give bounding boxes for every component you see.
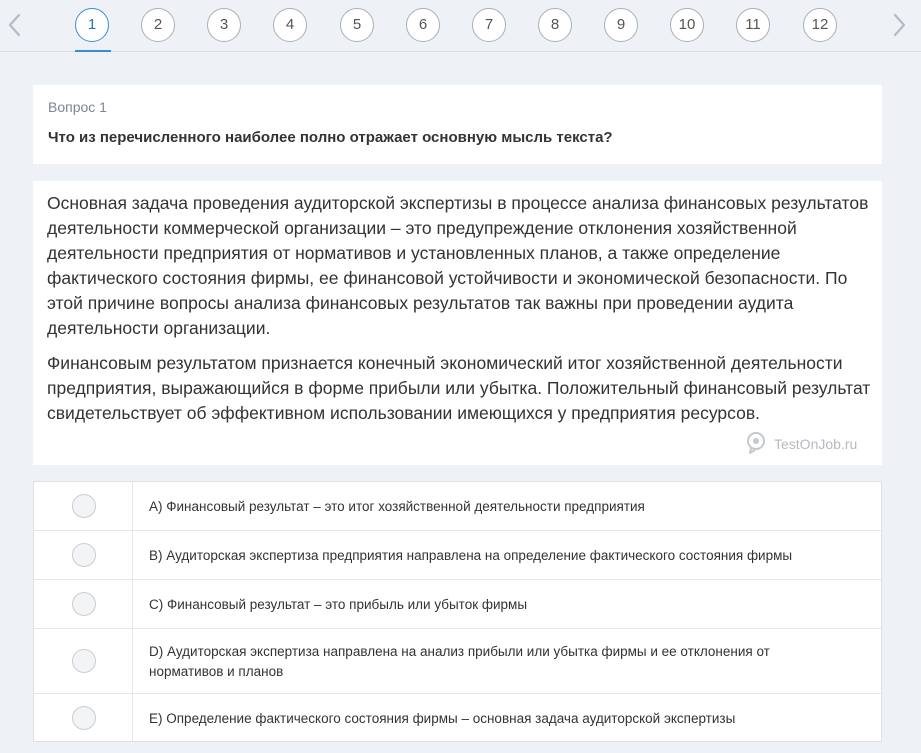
radio-button[interactable] [72, 592, 96, 616]
page-button-10[interactable]: 10 [670, 8, 704, 42]
watermark-text: TestOnJob.ru [774, 436, 858, 452]
page-button-1[interactable]: 1 [75, 8, 109, 42]
radio-cell [34, 694, 133, 741]
answer-text: B) Аудиторская экспертиза предприятия направлена на определение фактического состояния фирмы [149, 548, 793, 563]
question-header-card [33, 85, 882, 164]
active-page-indicator [75, 50, 111, 52]
page-button-11[interactable]: 11 [736, 8, 770, 42]
question-number: Вопрос 1 [48, 99, 107, 115]
page-button-7[interactable]: 7 [472, 8, 506, 42]
page-button-2[interactable]: 2 [141, 8, 175, 42]
radio-cell [34, 531, 133, 579]
answer-options [33, 481, 882, 742]
watermark [745, 429, 870, 459]
answer-option-c[interactable] [34, 579, 881, 628]
answer-option-b[interactable] [34, 530, 881, 579]
page-button-12[interactable]: 12 [803, 8, 837, 42]
radio-cell [34, 629, 133, 693]
page-button-5[interactable]: 5 [340, 8, 374, 42]
question-pager [0, 0, 921, 52]
answer-option-d[interactable] [34, 628, 881, 693]
page-button-3[interactable]: 3 [207, 8, 241, 42]
radio-button[interactable] [72, 649, 96, 673]
answer-text: D) Аудиторская экспертиза направлена на анализ прибыли или убытка фирмы и ее отклонения от нормативов и планов [149, 644, 770, 679]
page-button-4[interactable]: 4 [273, 8, 307, 42]
question-title: Что из перечисленного наиболее полно отражает основную мысль текста? [48, 129, 613, 146]
radio-button[interactable] [72, 543, 96, 567]
radio-button[interactable] [72, 706, 96, 730]
passage-paragraph: Основная задача проведения аудиторской экспертизы в процессе анализа финансовых результатов деятельности коммерческой организации – это предупреждение отклонения хозяйственной деятельности предприятия от нормативов и установленных планов, а также определение фактического состояния фирмы, ее финансовой устойчивости и экономической безопасности. По этой причине вопросы анализа финансовых результатов так важны при проведении аудита деятельности организации. [47, 193, 869, 338]
passage-card [33, 181, 882, 465]
chevron-right-icon[interactable] [889, 12, 909, 38]
watermark-logo-icon [745, 431, 769, 455]
radio-button[interactable] [72, 494, 96, 518]
page-button-6[interactable]: 6 [406, 8, 440, 42]
chevron-left-icon[interactable] [5, 12, 25, 38]
radio-cell [34, 580, 133, 628]
page-button-8[interactable]: 8 [538, 8, 572, 42]
answer-text: C) Финансовый результат – это прибыль или убыток фирмы [149, 597, 528, 612]
radio-cell [34, 482, 133, 530]
passage-paragraph: Финансовым результатом признается конечный экономический итог хозяйственной деятельности предприятия, выражающийся в форме прибыли или убытка. Положительный финансовый результат свидетельствует об эффективном использовании имеющихся у предприятия ресурсов. [47, 353, 871, 423]
answer-option-a[interactable] [34, 482, 881, 530]
page-button-9[interactable]: 9 [604, 8, 638, 42]
answer-text: A) Финансовый результат – это итог хозяйственной деятельности предприятия [149, 499, 645, 514]
answer-option-e[interactable] [34, 693, 881, 741]
answer-text: E) Определение фактического состояния фирмы – основная задача аудиторской экспертизы [149, 711, 736, 726]
